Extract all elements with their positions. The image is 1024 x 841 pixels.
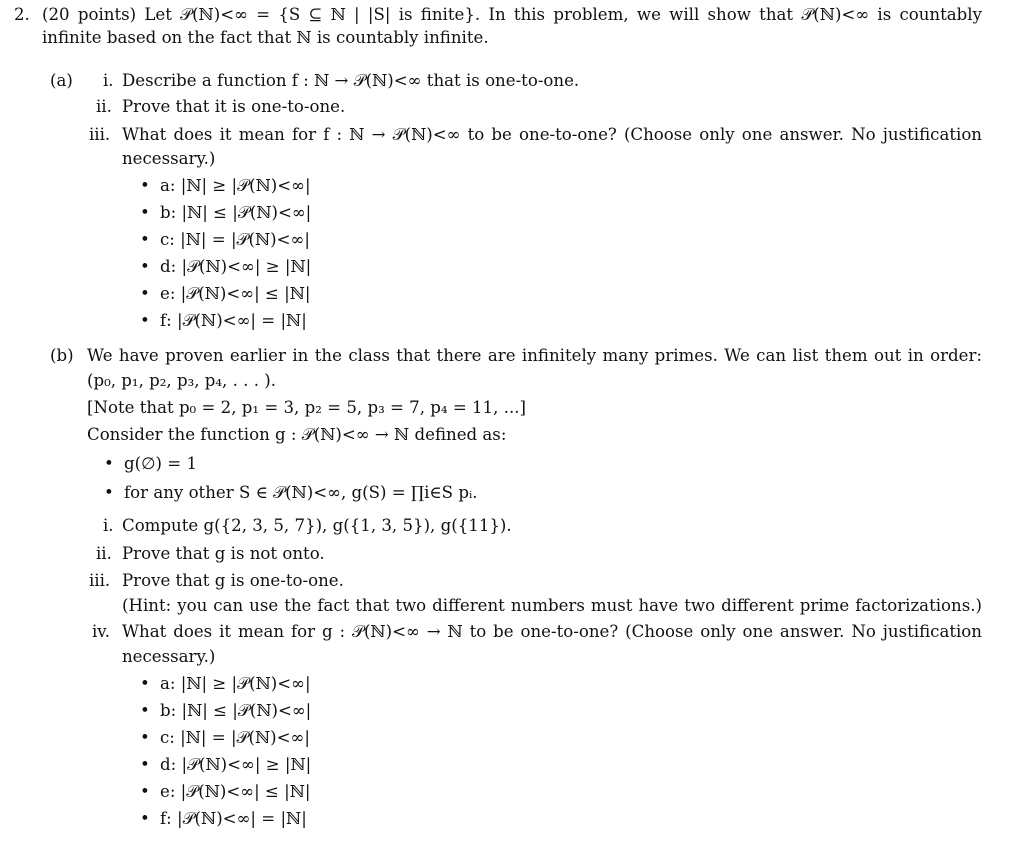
part-b-option-c — [140, 726, 310, 750]
option-text: b: |ℕ| ≤ |𝒫(ℕ)<∞| — [160, 203, 312, 222]
part-a-label: (a) — [50, 71, 73, 90]
part-b-i-number: i. — [103, 516, 114, 535]
bullet-icon: • — [140, 701, 150, 720]
part-b-option-d — [140, 753, 311, 777]
option-text: a: |ℕ| ≥ |𝒫(ℕ)<∞| — [160, 674, 311, 693]
part-a-option-e — [140, 282, 310, 306]
part-b-intro-line2: (p₀, p₁, p₂, p₃, p₄, . . . ). — [87, 371, 276, 390]
part-a-iii-text-line2: necessary.) — [122, 149, 216, 168]
problem-header-line2: infinite based on the fact that ℕ is countably infinite. — [42, 28, 489, 47]
option-text: b: |ℕ| ≤ |𝒫(ℕ)<∞| — [160, 701, 312, 720]
bullet-icon: • — [140, 176, 150, 195]
definition-text: for any other S ∈ 𝒫(ℕ)<∞, g(S) = ∏i∈S pᵢ. — [124, 483, 478, 502]
problem-number: 2. — [14, 5, 30, 24]
part-a-ii-number: ii. — [96, 97, 112, 116]
part-b-hint: (Hint: you can use the fact that two different numbers must have two different prime factorizations.) — [122, 596, 982, 615]
part-a-option-a — [140, 174, 311, 198]
bullet-icon: • — [140, 755, 150, 774]
bullet-icon: • — [140, 728, 150, 747]
option-text: e: |𝒫(ℕ)<∞| ≤ |ℕ| — [160, 782, 311, 801]
part-b-definition-empty — [104, 452, 197, 476]
bullet-icon: • — [140, 674, 150, 693]
part-a-option-f — [140, 309, 307, 333]
problem-header-line1: (20 points) Let 𝒫(ℕ)<∞ = {S ⊆ ℕ | |S| is finite}. In this problem, we will show that 𝒫(ℕ)<∞ is countably — [42, 5, 982, 24]
part-b-ii-text: Prove that g is not onto. — [122, 544, 325, 563]
bullet-icon: • — [140, 203, 150, 222]
bullet-icon: • — [140, 782, 150, 801]
option-text: f: |𝒫(ℕ)<∞| = |ℕ| — [160, 311, 307, 330]
part-a-ii-text: Prove that it is one-to-one. — [122, 97, 346, 116]
part-b-i-text: Compute g({2, 3, 5, 7}), g({1, 3, 5}), g({11}). — [122, 516, 512, 535]
bullet-icon: • — [140, 284, 150, 303]
part-b-option-f — [140, 807, 307, 831]
bullet-icon: • — [104, 454, 114, 473]
part-a-i-number: i. — [103, 71, 114, 90]
part-a-option-c — [140, 228, 310, 252]
bullet-icon: • — [140, 809, 150, 828]
part-b-iv-text-line1: What does it mean for g : 𝒫(ℕ)<∞ → ℕ to be one-to-one? (Choose only one answer. No justification — [122, 622, 982, 641]
part-b-note: [Note that p₀ = 2, p₁ = 3, p₂ = 5, p₃ = 7, p₄ = 11, ...] — [87, 398, 526, 417]
part-b-option-b — [140, 699, 311, 723]
option-text: f: |𝒫(ℕ)<∞| = |ℕ| — [160, 809, 307, 828]
part-b-iii-number: iii. — [89, 571, 111, 590]
part-b-ii-number: ii. — [96, 544, 112, 563]
part-b-iv-text-line2: necessary.) — [122, 647, 216, 666]
part-a-iii-number: iii. — [89, 125, 111, 144]
part-b-intro-line1: We have proven earlier in the class that there are infinitely many primes. We can list them out in order: — [87, 346, 982, 365]
part-a-iii-text-line1: What does it mean for f : ℕ → 𝒫(ℕ)<∞ to be one-to-one? (Choose only one answer. No justification — [122, 125, 982, 144]
part-a-i-text: Describe a function f : ℕ → 𝒫(ℕ)<∞ that is one-to-one. — [122, 71, 580, 90]
part-b-iv-number: iv. — [92, 622, 110, 641]
option-text: c: |ℕ| = |𝒫(ℕ)<∞| — [160, 230, 310, 249]
option-text: d: |𝒫(ℕ)<∞| ≥ |ℕ| — [160, 755, 312, 774]
part-b-consider: Consider the function g : 𝒫(ℕ)<∞ → ℕ defined as: — [87, 425, 507, 444]
bullet-icon: • — [140, 230, 150, 249]
part-b-iii-text: Prove that g is one-to-one. — [122, 571, 344, 590]
bullet-icon: • — [104, 483, 114, 502]
option-text: a: |ℕ| ≥ |𝒫(ℕ)<∞| — [160, 176, 311, 195]
part-b-option-e — [140, 780, 310, 804]
bullet-icon: • — [140, 257, 150, 276]
part-b-label: (b) — [50, 346, 74, 365]
part-b-option-a — [140, 672, 311, 696]
part-b-definition-other — [104, 481, 478, 505]
option-text: c: |ℕ| = |𝒫(ℕ)<∞| — [160, 728, 310, 747]
option-text: e: |𝒫(ℕ)<∞| ≤ |ℕ| — [160, 284, 311, 303]
bullet-icon: • — [140, 311, 150, 330]
definition-text: g(∅) = 1 — [124, 454, 198, 473]
part-a-option-d — [140, 255, 311, 279]
part-a-option-b — [140, 201, 311, 225]
option-text: d: |𝒫(ℕ)<∞| ≥ |ℕ| — [160, 257, 312, 276]
